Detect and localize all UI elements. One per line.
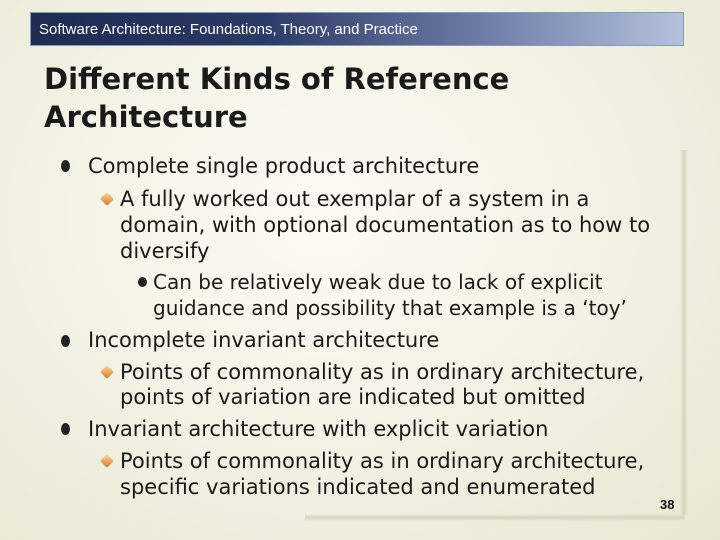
sub-bullet-line: Points of commonality as in ordinary architecture, [120, 449, 645, 473]
sub-bullet-line: Points of commonality as in ordinary architecture, [120, 360, 645, 384]
course-title: Software Architecture: Foundations, Theory, and Practice [39, 21, 418, 38]
sub-sub-bullet-line: guidance and possibility that example is a ‘toy’ [153, 296, 627, 320]
bullet-item: Complete single product architecture [88, 154, 480, 178]
sub-bullet-line: A fully worked out exemplar of a system in a [120, 187, 590, 211]
sub-bullet-line: diversify [120, 239, 210, 263]
diamond-bullet-icon [100, 454, 114, 468]
page-number: 38 [660, 497, 675, 512]
sub-bullet-line: points of variation are indicated but omitted [120, 385, 586, 409]
sub-bullet-line: specific variations indicated and enumerated [120, 475, 596, 499]
bullet-dot-icon [61, 423, 70, 435]
bullet-dot-icon [61, 335, 70, 347]
diamond-bullet-icon [100, 365, 114, 379]
small-dot-bullet-icon [138, 277, 147, 287]
bullet-item: Invariant architecture with explicit variation [88, 417, 549, 441]
sub-bullet-line: domain, with optional documentation as to how to [120, 213, 651, 237]
slide-title: Different Kinds of Reference Architecture [44, 62, 510, 134]
bullet-item: Incomplete invariant architecture [88, 328, 440, 352]
diamond-bullet-icon [100, 192, 114, 206]
sub-sub-bullet-line: Can be relatively weak due to lack of explicit [153, 270, 603, 294]
bullet-dot-icon [61, 160, 70, 172]
